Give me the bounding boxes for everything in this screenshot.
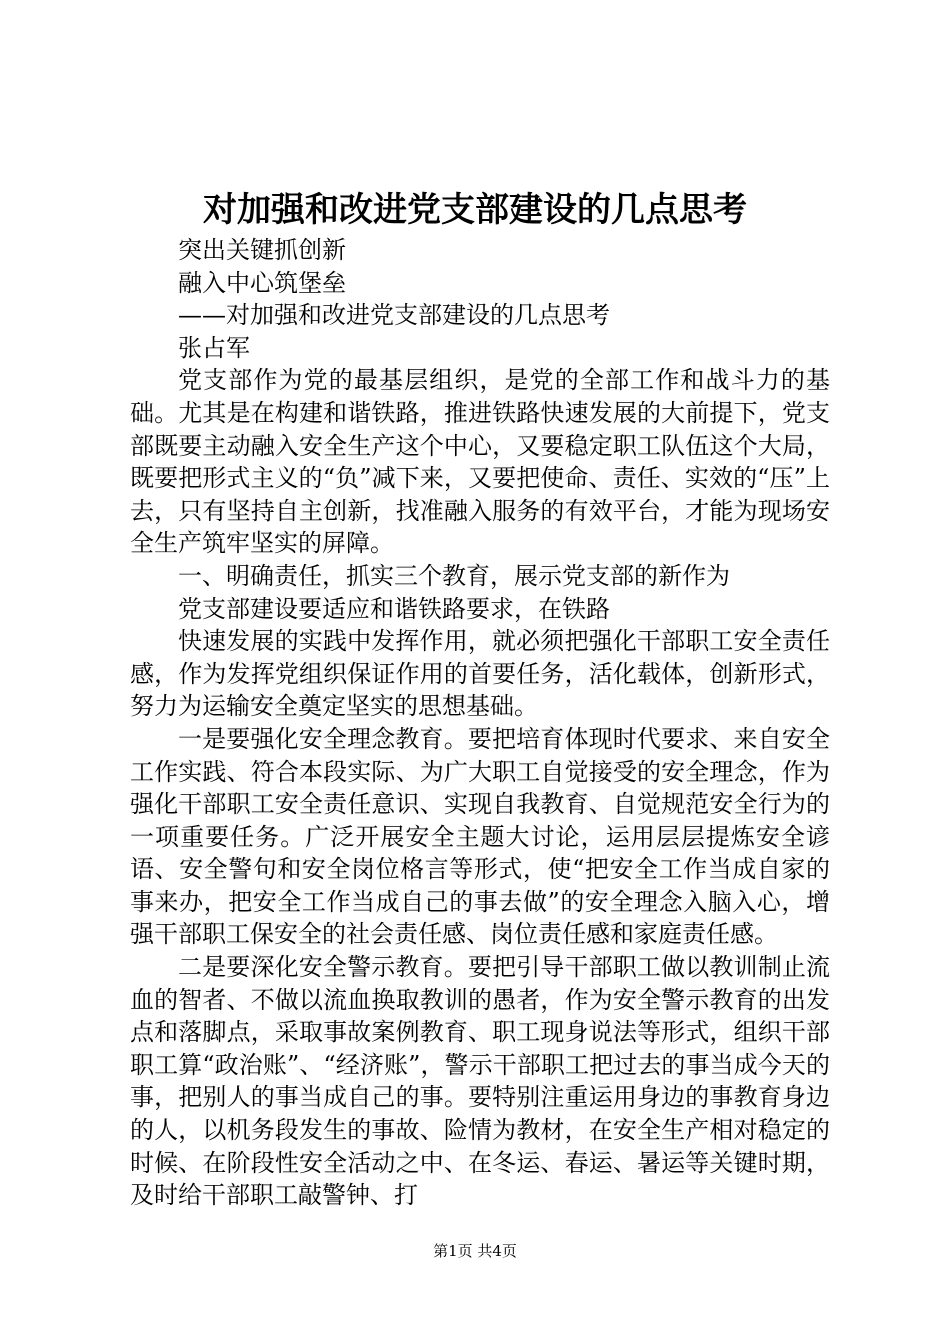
paragraph: 二是要深化安全警示教育。要把引导干部职工做以教训制止流血的智者、不做以流血换取教训的愚者，作为安全警示教育的出发点和落脚点，采取事故案例教育、职工现身说法等形式，组织干部职工算“政治账”、“经济账”，警示干部职工把过去的事当成今天的事，把别人的事当成自己的事。要特别注重运用身边的事教育身边的人，以机务段发生的事故、险情为教材，在安全生产相对稳定的时候、在阶段性安全活动之中、在冬运、春运、暑运等关键时期，及时给干部职工敲警钟、打 xyxy=(130,953,830,1210)
paragraph: 党支部作为党的最基层组织，是党的全部工作和战斗力的基础。尤其是在构建和谐铁路，推进铁路快速发展的大前提下，党支部既要主动融入安全生产这个中心，又要稳定职工队伍这个大局，既要把形式主义的“负”减下来，又要把使命、责任、实效的“压”上去，只有坚持自主创新，找准融入服务的有效平台，才能为现场安全生产筑牢坚实的屏障。 xyxy=(130,366,830,558)
document-body xyxy=(130,234,830,1212)
paragraph: 党支部建设要适应和谐铁路要求，在铁路 xyxy=(178,594,610,623)
section-heading: 一、明确责任，抓实三个教育，展示党支部的新作为 xyxy=(178,561,730,590)
subtitle-line-1: 突出关键抓创新 xyxy=(178,236,346,264)
page-footer: 第1页 共4页 xyxy=(433,1242,517,1260)
subtitle-line-3: ——对加强和改进党支部建设的几点思考 xyxy=(178,301,610,330)
paragraph: 一是要强化安全理念教育。要把培育体现时代要求、来自安全工作实践、符合本段实际、为广大职工自觉接受的安全理念，作为强化干部职工安全责任意识、实现自我教育、自觉规范安全行为的一项重要任务。广泛开展安全主题大讨论，运用层层提炼安全谚语、安全警句和安全岗位格言等形式，使“把安全工作当成自家的事来办，把安全工作当成自己的事去做”的安全理念入脑入心，增强干部职工保安全的社会责任感、岗位责任感和家庭责任感。 xyxy=(130,724,830,949)
paragraph: 快速发展的实践中发挥作用，就必须把强化干部职工安全责任感，作为发挥党组织保证作用的首要任务，活化载体，创新形式，努力为运输安全奠定坚实的思想基础。 xyxy=(130,627,830,721)
document-title: 对加强和改进党支部建设的几点思考 xyxy=(203,190,747,230)
subtitle-line-2: 融入中心筑堡垒 xyxy=(178,268,346,297)
author-name: 张占军 xyxy=(178,333,250,362)
